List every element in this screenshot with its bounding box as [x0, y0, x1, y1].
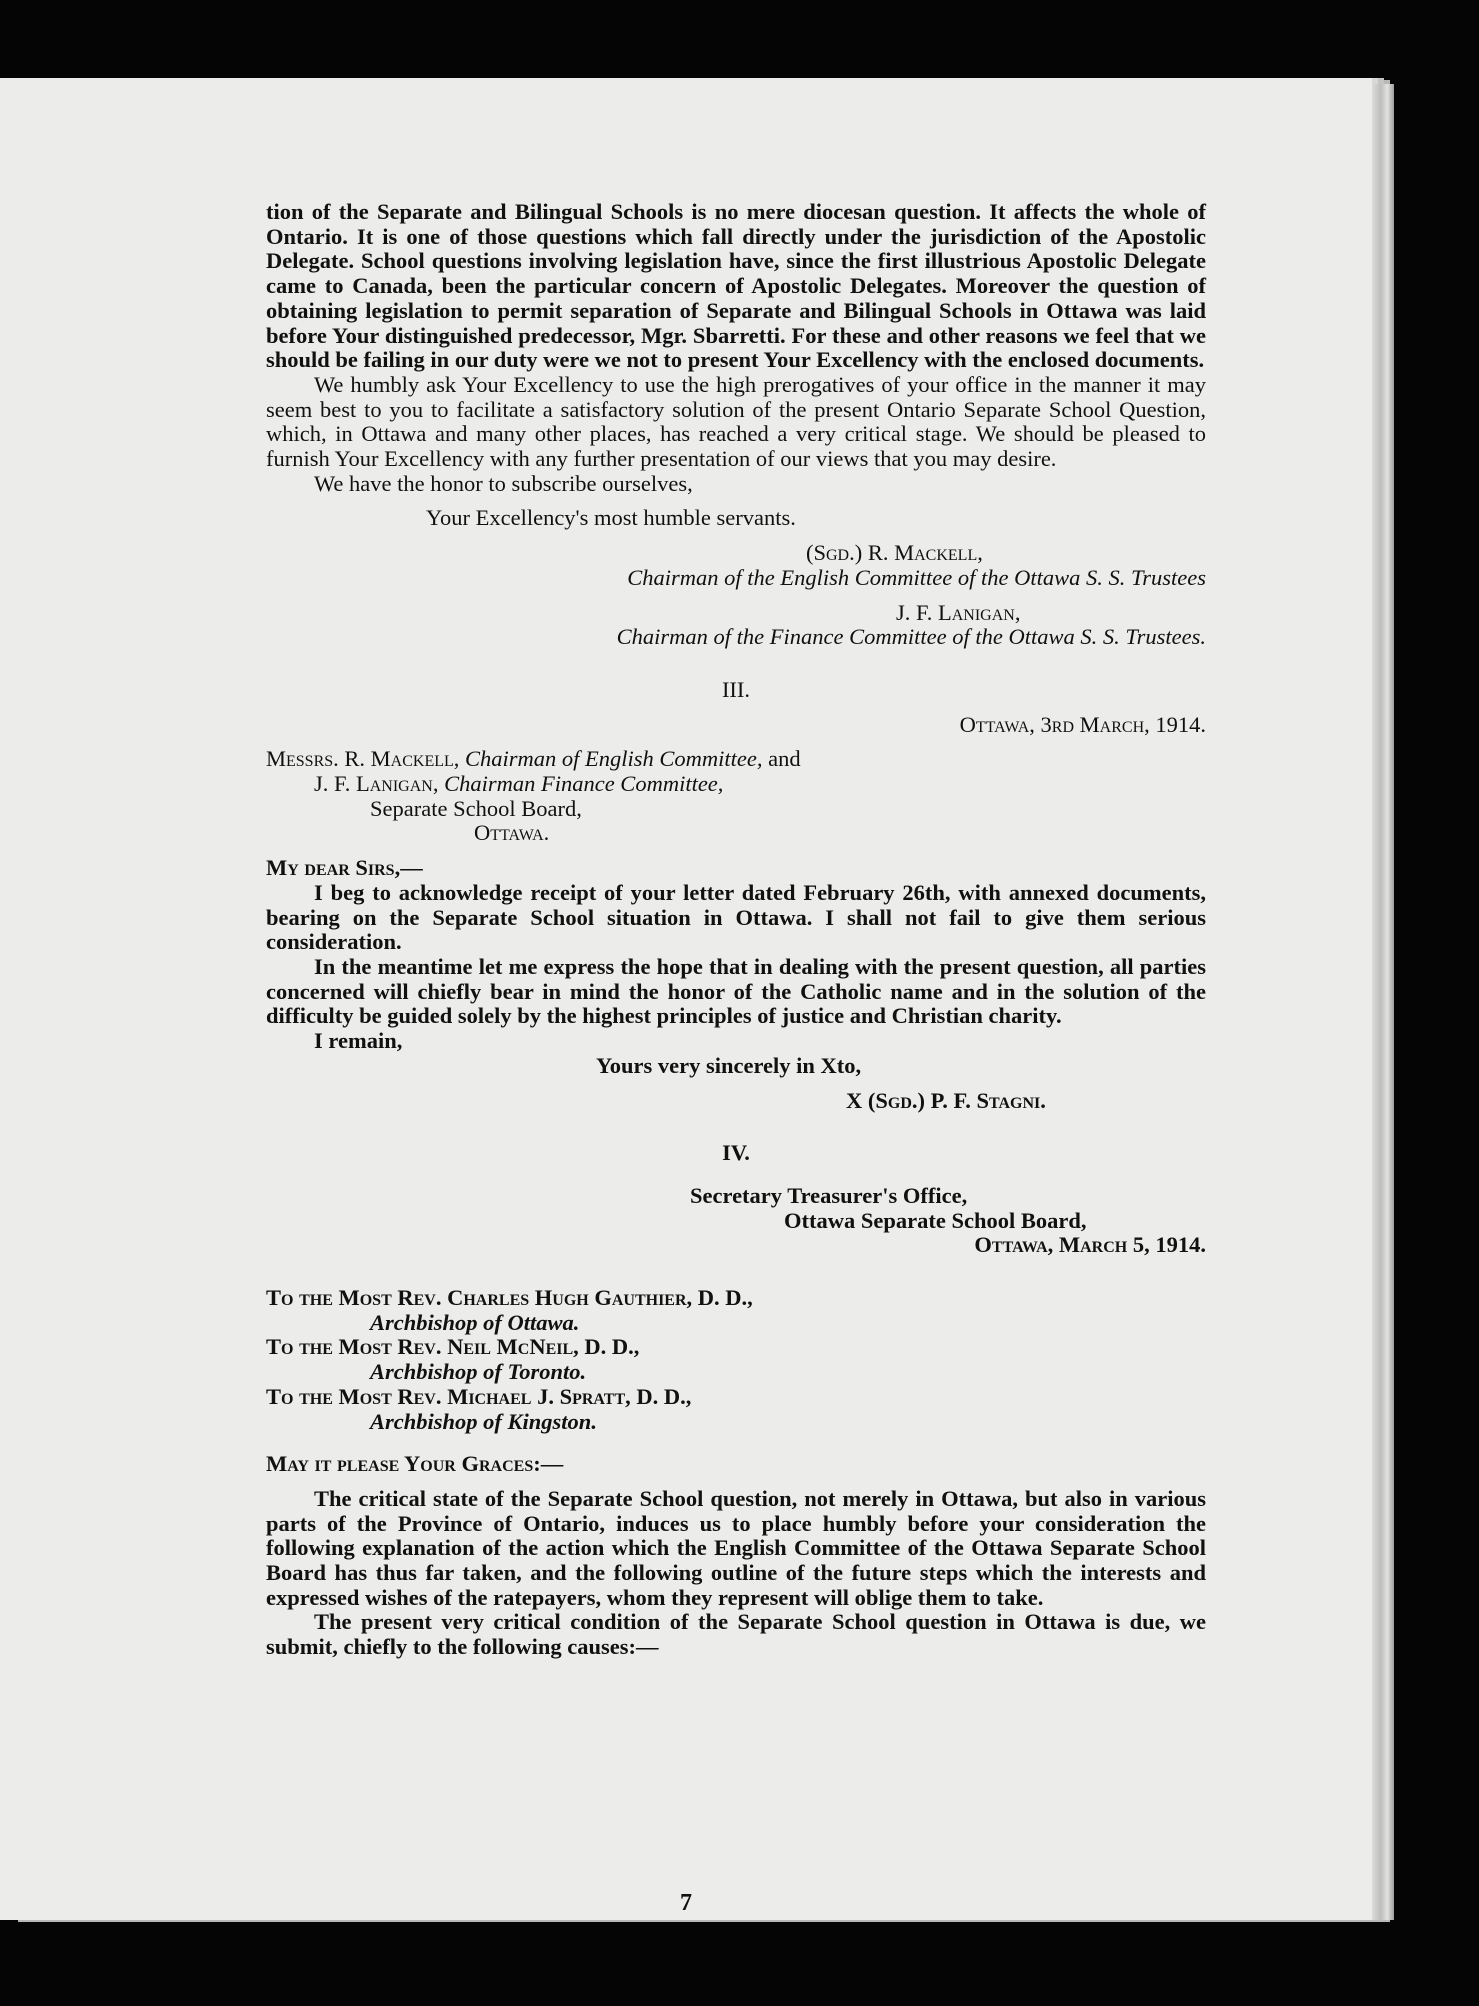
paragraph-request: We humbly ask Your Excellency to use the high prerogatives of your office in the manner it may seem best to you to facilitate a satisfactory solution of the present Ontario Separate School Question, which, in Ottawa and many other places, has reached a very critical stage. We should be pleased to furnish Your Excellency with any further presentation of our views that you may desire. [266, 371, 1206, 472]
signature-mackell: (Sgd.) R. Mackell, [806, 540, 983, 566]
recipient-mcneil-title: Archbishop of Toronto. [370, 1359, 587, 1385]
paragraph-critical-state: The critical state of the Separate School question, not merely in Ottawa, but also in various parts of the Province of Ontario, induces us to place humbly before your consideration the following explanation of the action which the English Committee of the Ottawa Separate School Board has thus far taken, and the following outline of the future steps which the interests and expressed wishes of the ratepayers, whom they represent will oblige them to take. [266, 1485, 1206, 1610]
paragraph-subscribe: We have the honor to subscribe ourselves, [314, 470, 693, 496]
paragraph-acknowledge: I beg to acknowledge receipt of your letter dated February 26th, with annexed documents, bearing on the Separate School situation in Ottawa. I shall not fail to give them serious consideration. [266, 879, 1206, 955]
page-content [266, 200, 1206, 1660]
address-line-4: Ottawa. [474, 820, 550, 846]
address-lanigan: J. F. Lanigan, [314, 771, 439, 797]
signature-lanigan: J. F. Lanigan, [896, 599, 1021, 625]
signature-stagni: X (Sgd.) P. F. Stagni. [846, 1087, 1046, 1113]
address-lanigan-title: Chairman Finance Committee, [444, 771, 724, 797]
closing-xto: Yours very sincerely in Xto, [596, 1052, 862, 1078]
page-edge [1372, 84, 1394, 1920]
paragraph-causes: The present very critical condition of the Separate School question in Ottawa is due, we submit, chiefly to the following causes:— [266, 1609, 1206, 1660]
recipient-spratt-title: Archbishop of Kingston. [370, 1408, 597, 1434]
office-line-1: Secretary Treasurer's Office, [690, 1182, 968, 1208]
address-mackell: Messrs. R. Mackell, [266, 746, 460, 772]
heading-iv: IV. [722, 1140, 750, 1166]
address-mackell-title: Chairman of English Committee, [465, 746, 763, 772]
paragraph-hope: In the meantime let me express the hope that in dealing with the present question, all parties concerned will chiefly bear in mind the honor of the Catholic name and in the solution of the difficulty be guided solely by the highest principles of justice and Christian charity. [266, 953, 1206, 1029]
recipient-spratt: To the Most Rev. Michael J. Spratt, D. D., [266, 1383, 692, 1409]
title-lanigan: Chairman of the Finance Committee of the Ottawa S. S. Trustees. [616, 624, 1206, 650]
title-mackell: Chairman of the English Committee of the Ottawa S. S. Trustees [627, 564, 1206, 590]
salutation-iii: My dear Sirs,— [266, 855, 423, 881]
recipient-gauthier: To the Most Rev. Charles Hugh Gauthier, D. D., [266, 1285, 753, 1311]
date-iii: Ottawa, 3rd March, 1914. [959, 711, 1206, 737]
office-line-3: Ottawa, March 5, 1914. [974, 1232, 1206, 1258]
address-and: and [768, 746, 801, 772]
page-number: 7 [680, 1890, 692, 1916]
remain: I remain, [314, 1028, 403, 1054]
heading-iii: III. [721, 676, 751, 702]
office-line-2: Ottawa Separate School Board, [784, 1207, 1087, 1233]
closing-servants: Your Excellency's most humble servants. [426, 505, 796, 531]
address-line-1 [266, 747, 1206, 772]
address-line-3: Separate School Board, [370, 795, 582, 821]
recipient-gauthier-title: Archbishop of Ottawa. [370, 1309, 580, 1335]
salutation-iv: May it please Your Graces:— [266, 1451, 564, 1477]
recipient-mcneil: To the Most Rev. Neil McNeil, D. D., [266, 1334, 640, 1360]
paragraph-opening: tion of the Separate and Bilingual Schools is no mere diocesan question. It affects the whole of Ontario. It is one of those questions which fall directly under the jurisdiction of the Apostolic Delegate. School questions involving legislation have, since the first illustrious Apostolic Delegate came to Canada, been the particular concern of Apostolic Delegates. Moreover the question of obtaining legislation to permit separation of Separate and Bilingual Schools in Ottawa was laid before Your distinguished predecessor, Mgr. Sbarretti. For these and other reasons we feel that we should be failing in our duty were we not to present Your Excellency with the enclosed documents. [266, 199, 1206, 373]
address-line-2 [266, 772, 1206, 797]
